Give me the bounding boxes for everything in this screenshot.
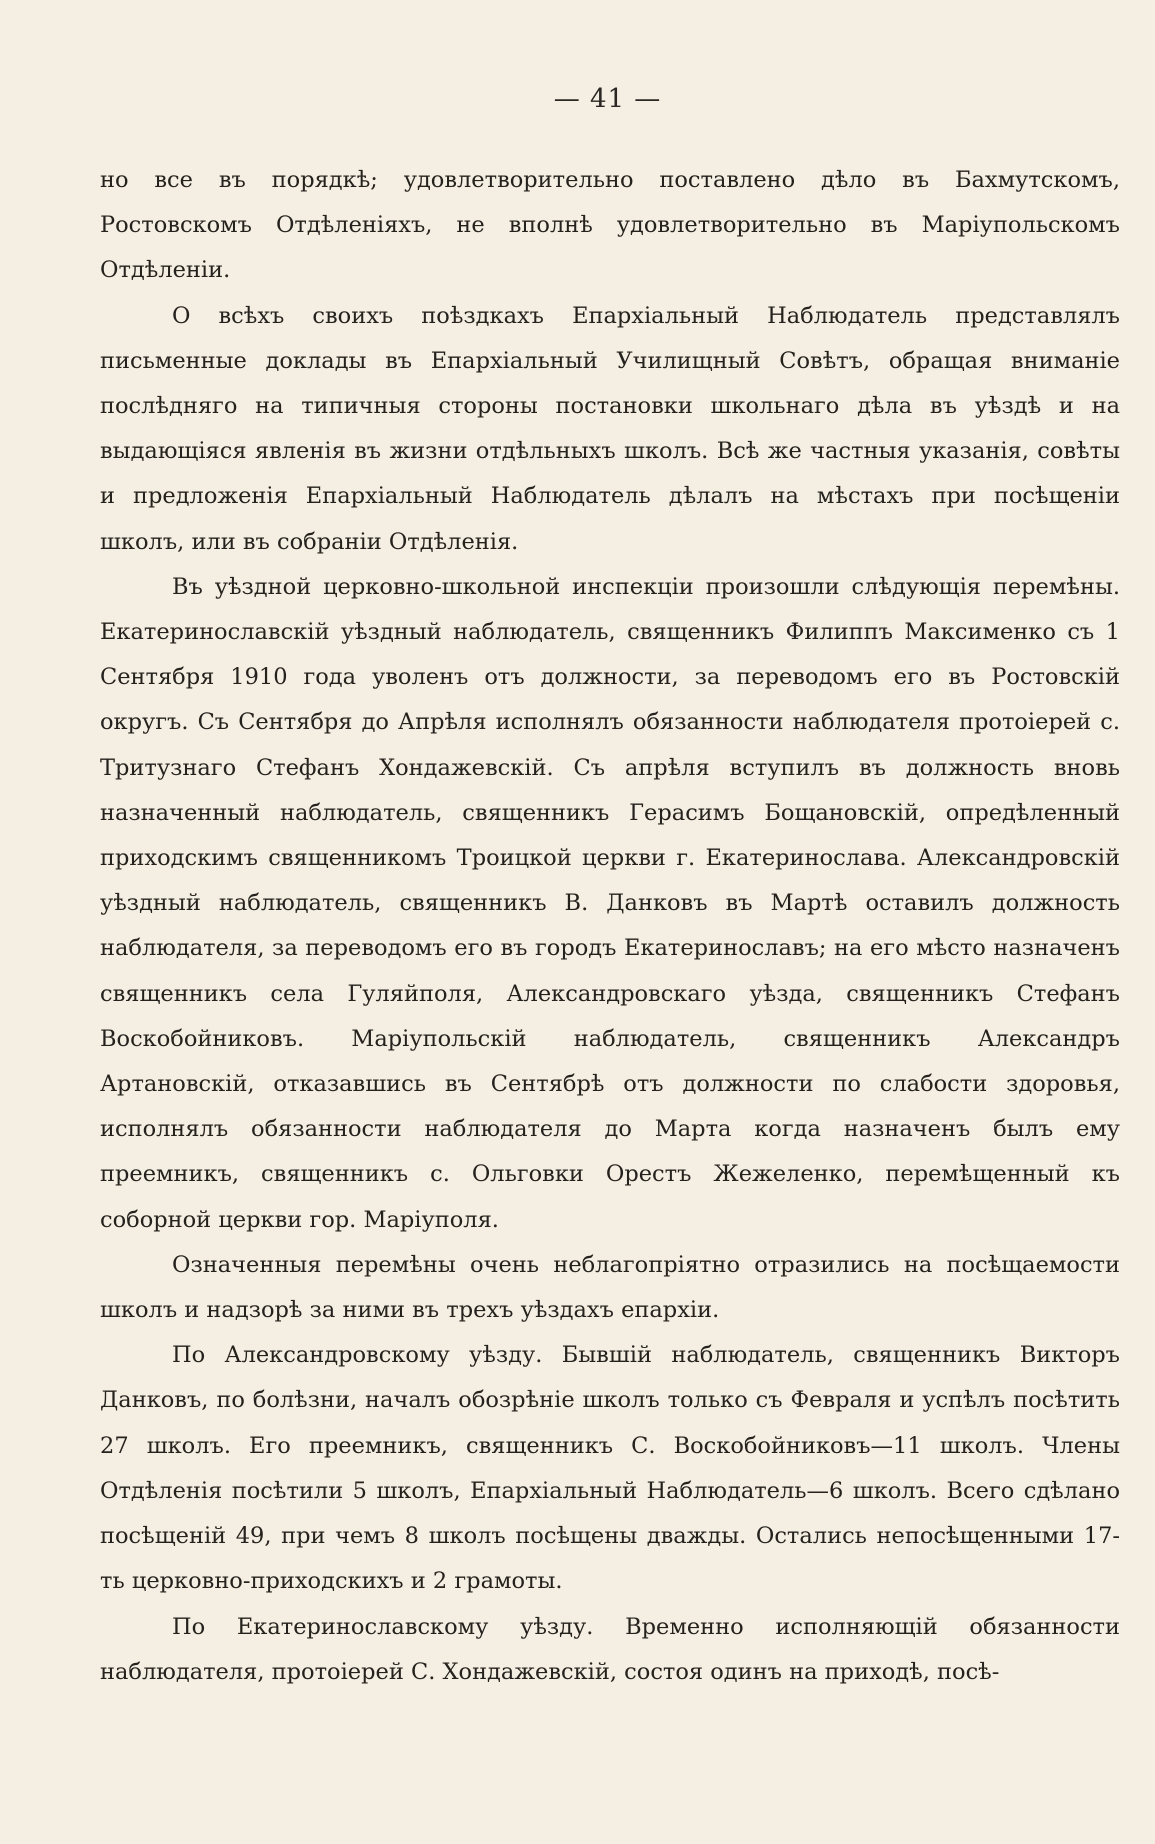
paragraph: О всѣхъ своихъ поѣздкахъ Епархіальный Наблюдатель представлялъ письменные доклады въ Епархіальный Училищный Совѣтъ, обращая вниманіе послѣдняго на типичныя стороны постановки школьнаго дѣла въ уѣздѣ и на выдающіяся явленія въ жизни отдѣльныхъ школъ. Всѣ же частныя указанія, совѣты и предложенія Епархіальный Наблюдатель дѣлалъ на мѣстахъ при посѣщеніи школъ, или въ собраніи Отдѣленія. (100, 302, 1120, 555)
paragraph: Означенныя перемѣны очень неблагопріятно отразились на посѣщаемости школъ и надзорѣ за ними въ трехъ уѣздахъ епархіи. (100, 1251, 1120, 1324)
paragraph: Въ уѣздной церковно-школьной инспекціи произошли слѣдующія перемѣны. Екатеринославскій уѣздный наблюдатель, священникъ Филиппъ Максименко съ 1 Сентября 1910 года уволенъ отъ должности, за переводомъ его въ Ростовскій округъ. Съ Сентября до Апрѣля исполнялъ обязанности наблюдателя протоіерей с. Тритузнаго Стефанъ Хондажевскій. Съ апрѣля вступилъ въ должность вновь назначенный наблюдатель, священникъ Герасимъ Бощановскій, опредѣленный приходскимъ священникомъ Троицкой церкви г. Екатеринослава. Александровскій уѣздный наблюдатель, священникъ В. Данковъ въ Мартѣ оставилъ должность наблюдателя, за переводомъ его въ городъ Екатеринославъ; на его мѣсто назначенъ священникъ села Гуляйполя, Александровскаго уѣзда, священникъ Стефанъ Воскобойниковъ. Маріупольскій наблюдатель, священникъ Александръ Артановскій, отказавшись въ Сентябрѣ отъ должности по слабости здоровья, исполнялъ обязанности наблюдателя до Марта когда назначенъ былъ ему преемникъ, священникъ с. Ольговки Орестъ Жежеленко, перемѣщенный къ соборной церкви гор. Маріуполя. (100, 573, 1120, 1233)
paragraph: По Александровскому уѣзду. Бывшій наблюдатель, священникъ Викторъ Данковъ, по болѣзни, началъ обозрѣніе школъ только съ Февраля и успѣлъ посѣтить 27 школъ. Его преемникъ, священникъ С. Воскобойниковъ—11 школъ. Члены Отдѣленія посѣтили 5 школъ, Епархіальный Наблюдатель—6 школъ. Всего сдѣлано посѣщеній 49, при чемъ 8 школъ посѣщены дважды. Остались непосѣщенными 17-ть церковно-приходскихъ и 2 грамоты. (100, 1342, 1120, 1595)
body-text (100, 158, 1120, 1695)
paragraph: но все въ порядкѣ; удовлетворительно поставлено дѣло въ Бахмутскомъ, Ростовскомъ Отдѣленіяхъ, не вполнѣ удовлетворительно въ Маріупольскомъ Отдѣленіи. (100, 167, 1120, 284)
page-number: — 41 — (553, 84, 662, 114)
paragraph: По Екатеринославскому уѣзду. Временно исполняющій обязанности наблюдателя, протоіерей С. Хондажевскій, состоя одинъ на приходѣ, посѣ- (100, 1613, 1120, 1685)
